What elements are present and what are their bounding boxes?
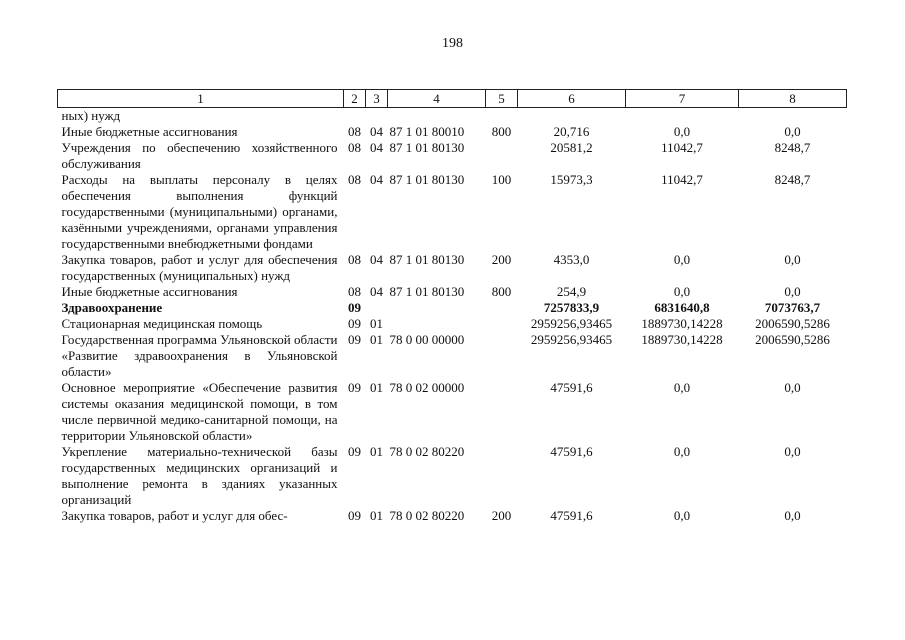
row-value-col6: 15973,3 bbox=[550, 172, 593, 187]
row-expense-type: 200 bbox=[491, 252, 512, 267]
table-row bbox=[58, 332, 847, 380]
header-col-2: 2 bbox=[344, 90, 366, 108]
row-value-col7: 0,0 bbox=[673, 508, 691, 523]
row-name: Закупка товаров, работ и услуг для обеспечения государственных (муниципальных) нужд bbox=[61, 252, 338, 283]
row-name: Государственная программа Ульяновской области «Развитие здравоохранения в Ульяновской области» bbox=[61, 332, 338, 379]
row-subsection: 04 bbox=[370, 172, 383, 187]
row-expense-type bbox=[486, 332, 518, 380]
table-row bbox=[58, 140, 847, 172]
row-target-code: 87 1 01 80130 bbox=[389, 252, 465, 267]
row-value-col7 bbox=[626, 108, 739, 125]
table-row bbox=[58, 284, 847, 300]
row-section: 08 bbox=[348, 252, 361, 267]
row-value-col7: 11042,7 bbox=[661, 140, 703, 155]
row-expense-type bbox=[486, 444, 518, 508]
header-col-6: 6 bbox=[518, 90, 626, 108]
row-value-col7: 0,0 bbox=[673, 284, 691, 299]
table-row bbox=[58, 172, 847, 252]
row-value-col7: 0,0 bbox=[673, 444, 691, 459]
row-value-col6: 20,716 bbox=[553, 124, 590, 139]
row-value-col7: 11042,7 bbox=[661, 172, 703, 187]
row-name: Учреждения по обеспечению хозяйственного обслуживания bbox=[61, 140, 338, 171]
row-value-col8: 0,0 bbox=[784, 380, 801, 395]
row-section: 08 bbox=[348, 284, 361, 299]
row-value-col6: 7257833,9 bbox=[543, 300, 600, 315]
row-target-code bbox=[388, 316, 486, 332]
row-section: 09 bbox=[348, 444, 361, 459]
row-value-col6 bbox=[518, 108, 626, 125]
budget-table bbox=[57, 89, 847, 524]
row-section bbox=[344, 108, 366, 125]
table-body bbox=[58, 108, 847, 525]
row-value-col8: 7073763,7 bbox=[764, 300, 821, 315]
row-target-code: 87 1 01 80130 bbox=[389, 140, 465, 155]
row-target-code: 87 1 01 80130 bbox=[389, 172, 465, 187]
row-value-col6: 4353,0 bbox=[553, 252, 590, 267]
row-name: Иные бюджетные ассигнования bbox=[61, 124, 238, 139]
row-value-col6: 254,9 bbox=[556, 284, 587, 299]
row-expense-type: 800 bbox=[491, 124, 512, 139]
row-value-col8: 0,0 bbox=[784, 284, 801, 299]
row-section: 09 bbox=[348, 508, 361, 523]
row-name: Основное мероприятие «Обеспечение развития системы оказания медицинской помощи, в том числе первичной медико-санитарной помощи, на территории Ульяновской области» bbox=[61, 380, 338, 443]
row-name: Укрепление материально-технической базы государственных медицинских организаций и выполнение ремонта в зданиях указанных организаций bbox=[61, 444, 338, 507]
row-subsection: 01 bbox=[370, 508, 383, 523]
row-name: Закупка товаров, работ и услуг для обес- bbox=[61, 508, 288, 523]
row-subsection: 04 bbox=[370, 140, 383, 155]
row-value-col8: 0,0 bbox=[784, 508, 801, 523]
row-value-col8: 0,0 bbox=[784, 444, 801, 459]
row-target-code: 87 1 01 80130 bbox=[389, 284, 465, 299]
row-expense-type bbox=[486, 316, 518, 332]
row-value-col7: 1889730,14228 bbox=[641, 332, 723, 347]
row-section: 08 bbox=[348, 124, 361, 139]
row-value-col6: 47591,6 bbox=[550, 508, 593, 523]
header-col-3: 3 bbox=[366, 90, 388, 108]
row-target-code: 78 0 00 00000 bbox=[389, 332, 465, 347]
row-target-code bbox=[388, 108, 486, 125]
header-col-7: 7 bbox=[626, 90, 739, 108]
row-subsection: 01 bbox=[370, 380, 383, 395]
row-value-col7: 6831640,8 bbox=[654, 300, 710, 315]
row-section: 09 bbox=[348, 380, 361, 395]
header-col-1: 1 bbox=[58, 90, 344, 108]
row-subsection: 04 bbox=[370, 252, 383, 267]
row-value-col7: 1889730,14228 bbox=[641, 316, 723, 331]
row-subsection bbox=[366, 108, 388, 125]
row-subsection bbox=[366, 300, 388, 316]
row-section: 08 bbox=[348, 140, 361, 155]
row-expense-type bbox=[486, 380, 518, 444]
row-value-col8: 2006590,5286 bbox=[755, 316, 830, 331]
row-subsection: 01 bbox=[370, 332, 383, 347]
row-target-code: 87 1 01 80010 bbox=[389, 124, 465, 139]
row-value-col6: 2959256,93465 bbox=[530, 332, 613, 347]
row-value-col6: 47591,6 bbox=[550, 444, 593, 459]
row-value-col8: 0,0 bbox=[784, 124, 801, 139]
row-name: Стационарная медицинская помощь bbox=[61, 316, 263, 331]
row-name: ных) нужд bbox=[61, 108, 121, 123]
row-name: Здравоохранение bbox=[61, 300, 163, 315]
row-value-col6: 20581,2 bbox=[550, 140, 593, 155]
header-col-4: 4 bbox=[388, 90, 486, 108]
row-value-col7: 0,0 bbox=[673, 380, 691, 395]
table-row bbox=[58, 444, 847, 508]
row-section: 09 bbox=[348, 300, 361, 315]
page-number: 198 bbox=[442, 36, 463, 51]
row-expense-type: 800 bbox=[491, 284, 512, 299]
row-subsection: 04 bbox=[370, 284, 383, 299]
table-row bbox=[58, 508, 847, 524]
table-row bbox=[58, 252, 847, 284]
row-name: Иные бюджетные ассигнования bbox=[61, 284, 238, 299]
row-subsection: 04 bbox=[370, 124, 383, 139]
table-row bbox=[58, 108, 847, 125]
table-row bbox=[58, 300, 847, 316]
row-target-code bbox=[388, 300, 486, 316]
row-name: Расходы на выплаты персоналу в целях обеспечения выполнения функций государственными (муниципальными) органами, казёнными учреждениями, органами управления государственными внебюджетными фондами bbox=[61, 172, 338, 251]
header-row bbox=[58, 90, 847, 108]
row-value-col7: 0,0 bbox=[673, 124, 691, 139]
row-value-col8: 8248,7 bbox=[774, 140, 811, 155]
row-section: 09 bbox=[348, 332, 361, 347]
row-section: 08 bbox=[348, 172, 361, 187]
row-value-col6: 2959256,93465 bbox=[530, 316, 613, 331]
row-value-col7: 0,0 bbox=[673, 252, 691, 267]
row-subsection: 01 bbox=[370, 444, 383, 459]
row-target-code: 78 0 02 00000 bbox=[389, 380, 465, 395]
row-expense-type bbox=[486, 140, 518, 172]
table-header bbox=[58, 90, 847, 108]
row-expense-type: 100 bbox=[491, 172, 512, 187]
row-expense-type: 200 bbox=[491, 508, 512, 523]
table-row bbox=[58, 380, 847, 444]
table-row bbox=[58, 124, 847, 140]
row-target-code: 78 0 02 80220 bbox=[389, 444, 465, 459]
row-expense-type bbox=[486, 108, 518, 125]
row-value-col8 bbox=[739, 108, 847, 125]
row-value-col8: 8248,7 bbox=[774, 172, 811, 187]
header-col-8: 8 bbox=[739, 90, 847, 108]
row-section: 09 bbox=[348, 316, 361, 331]
row-expense-type bbox=[486, 300, 518, 316]
table-row bbox=[58, 316, 847, 332]
row-value-col6: 47591,6 bbox=[550, 380, 593, 395]
header-col-5: 5 bbox=[486, 90, 518, 108]
row-target-code: 78 0 02 80220 bbox=[389, 508, 465, 523]
row-value-col8: 0,0 bbox=[784, 252, 801, 267]
row-subsection: 01 bbox=[370, 316, 383, 331]
row-value-col8: 2006590,5286 bbox=[755, 332, 830, 347]
